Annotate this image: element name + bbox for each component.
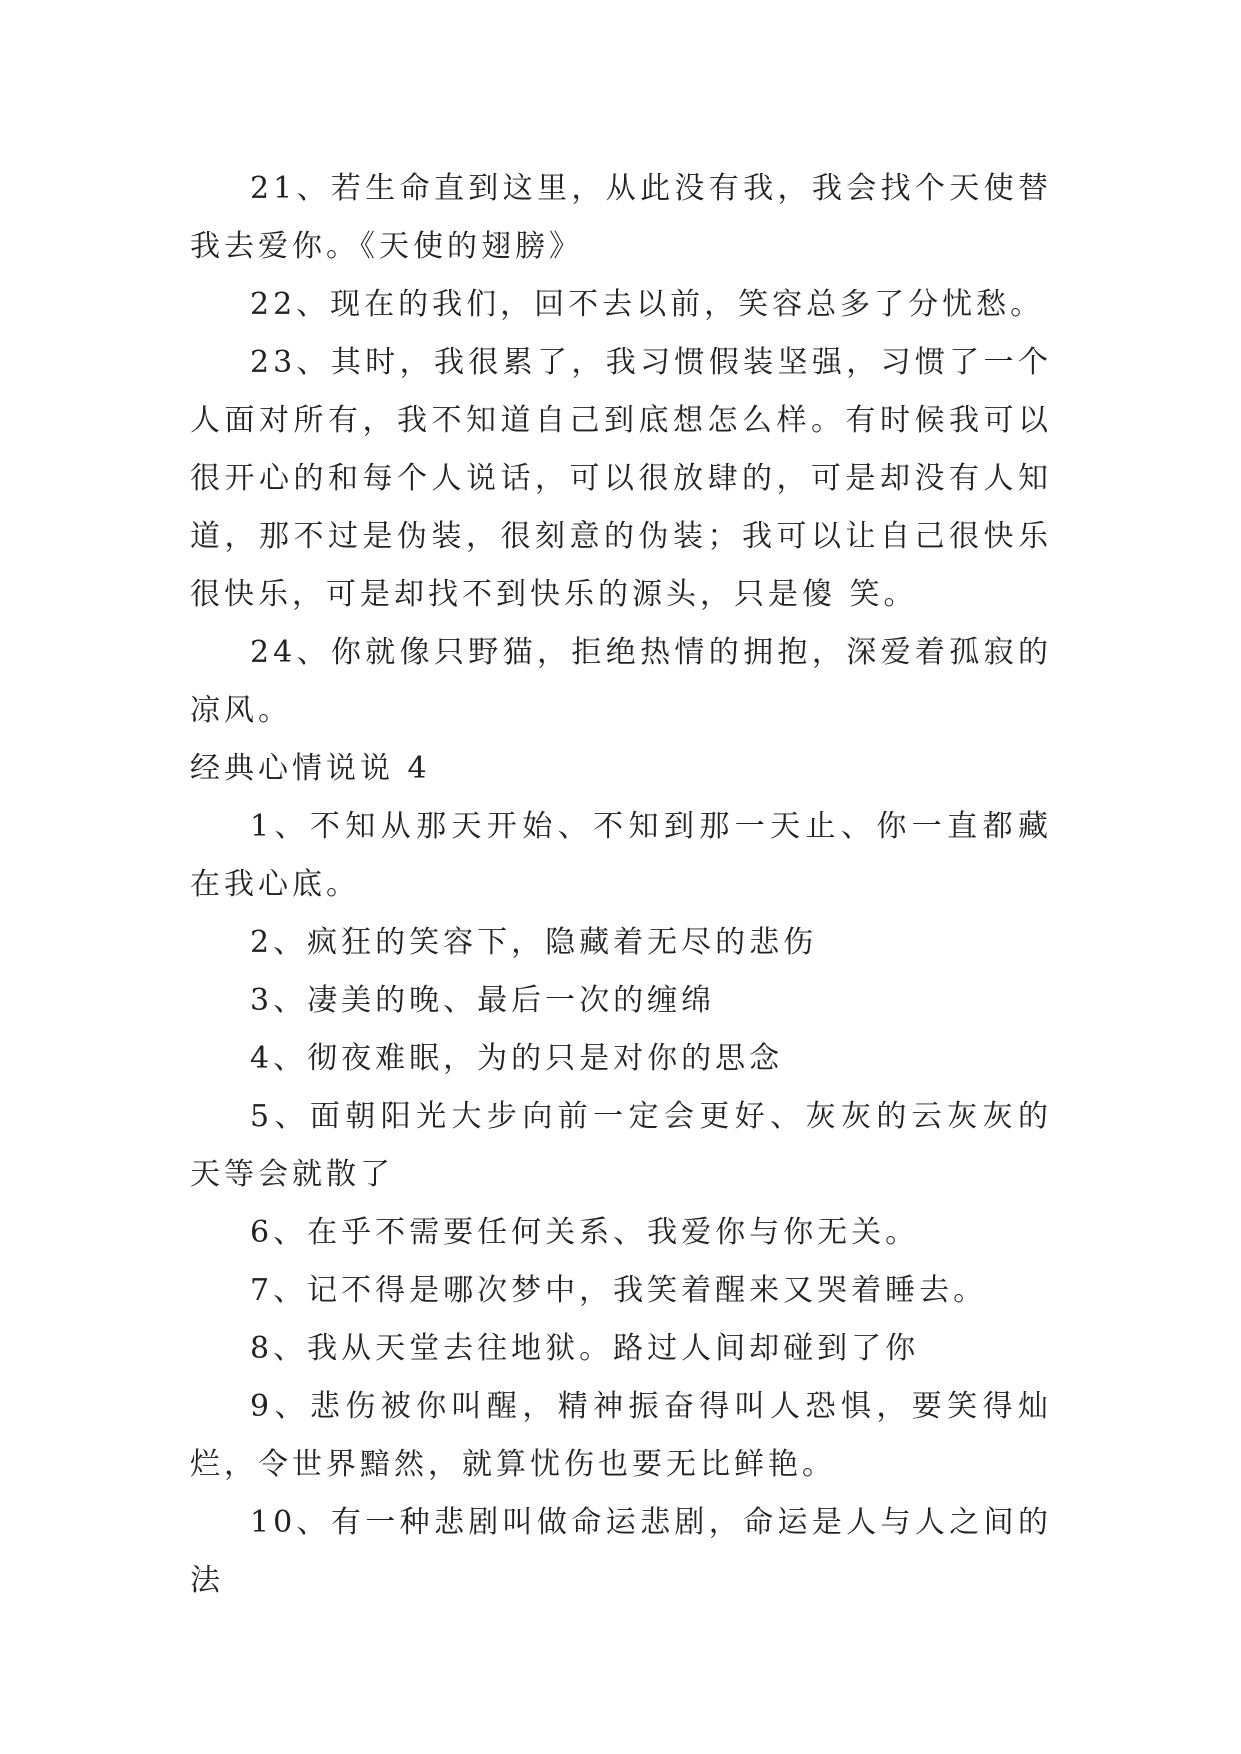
paragraph-7: 7、记不得是哪次梦中，我笑着醒来又哭着睡去。 [250,1273,988,1308]
paragraph-3: 3、凄美的晚、最后一次的缠绵 [250,983,716,1018]
paragraph-24: 24、你就像只野猫，拒绝热情的拥抱，深爱着孤寂的凉风。 [190,635,1052,728]
paragraph-21: 21、若生命直到这里，从此没有我，我会找个天使替我去爱你。《天使的翅膀》 [190,171,1052,264]
paragraph-23: 23、其时，我很累了，我习惯假装坚强，习惯了一个人面对所有，我不知道自己到底想怎么样。有时候我可以很开心的和每个人说话，可以很放肆的，可是却没有人知道，那不过是伪装，很刻意的伪装；我可以让自己很快乐很快乐，可是却找不到快乐的源头，只是傻 笑。 [190,345,1052,612]
paragraph-10: 10、有一种悲剧叫做命运悲剧，命运是人与人之间的法 [190,1505,1052,1598]
section-heading: 经典心情说说 4 [190,751,431,786]
paragraph-6: 6、在乎不需要任何关系、我爱你与你无关。 [250,1215,920,1250]
paragraph-1: 1、不知从那天开始、不知到那一天止、你一直都藏在我心底。 [190,809,1052,902]
paragraph-5: 5、面朝阳光大步向前一定会更好、灰灰的云灰灰的天等会就散了 [190,1099,1052,1192]
paragraph-2: 2、疯狂的笑容下，隐藏着无尽的悲伤 [250,925,818,960]
document-body [190,160,1052,1610]
paragraph-22: 22、现在的我们，回不去以前，笑容总多了分忧愁。 [250,287,1045,322]
paragraph-9: 9、悲伤被你叫醒，精神振奋得叫人恐惧，要笑得灿烂，令世界黯然，就算忧伤也要无比鲜艳。 [190,1389,1052,1482]
paragraph-4: 4、彻夜难眠，为的只是对你的思念 [250,1041,784,1076]
paragraph-8: 8、我从天堂去往地狱。路过人间却碰到了你 [250,1331,920,1366]
